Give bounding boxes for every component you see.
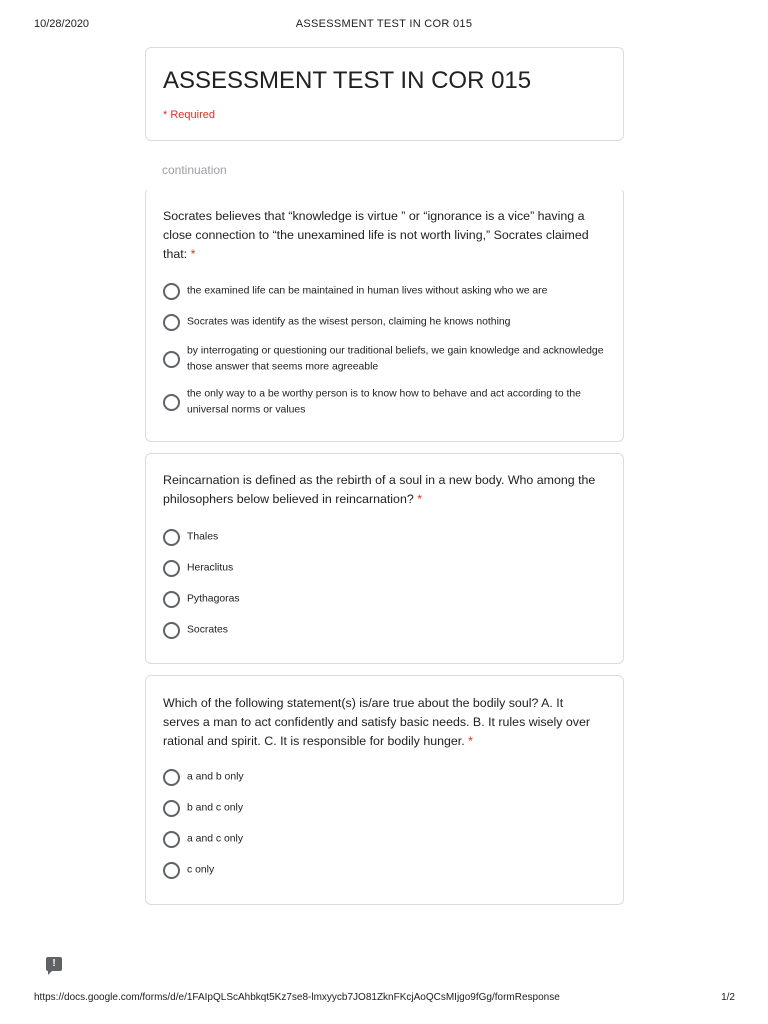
option-label[interactable]: the examined life can be maintained in human lives without asking who we are (187, 285, 548, 297)
required-asterisk: * (468, 734, 473, 748)
radio-unchecked-icon[interactable] (163, 769, 180, 786)
required-asterisk: * (417, 492, 423, 506)
radio-option[interactable] (163, 824, 608, 854)
print-footer-url: https://docs.google.com/forms/d/e/1FAIpQLScAhbkqt5Kz7se8-lmxyycb7JO81ZknFKcjAoQCsMIjgo9fGg/formResponse (34, 992, 560, 1003)
required-asterisk: * (190, 247, 196, 261)
option-label[interactable]: b and c only (187, 802, 244, 814)
print-footer-page: 1/2 (721, 992, 735, 1003)
radio-unchecked-icon[interactable] (163, 283, 180, 300)
radio-option[interactable] (163, 793, 608, 823)
radio-unchecked-icon[interactable] (163, 800, 180, 817)
radio-unchecked-icon[interactable] (163, 351, 180, 368)
print-header-date: 10/28/2020 (34, 18, 90, 30)
form-title-card (145, 47, 624, 141)
option-label[interactable]: a and c only (187, 833, 244, 845)
radio-option[interactable] (163, 615, 608, 645)
option-label[interactable]: the only way to a be worthy person is to know how to behave and act according to the universal norms or values (187, 388, 581, 415)
section-label: continuation (162, 163, 227, 177)
question-card (145, 453, 624, 664)
radio-unchecked-icon[interactable] (163, 314, 180, 331)
option-label[interactable]: Thales (187, 531, 219, 543)
radio-unchecked-icon[interactable] (163, 591, 180, 608)
radio-option[interactable] (163, 762, 608, 792)
question-text: Which of the following statement(s) is/are true about the bodily soul? A. It serves a man to act confidently and satisfy basic needs. B. It rules wisely over rational and spirit. C. It is responsible for bodily hunger. * (163, 696, 590, 748)
feedback-icon[interactable] (46, 957, 62, 971)
radio-option[interactable] (163, 276, 608, 306)
question-card (145, 675, 624, 905)
radio-option[interactable] (163, 344, 608, 374)
option-label[interactable]: Heraclitus (187, 562, 234, 574)
option-label[interactable]: Socrates (187, 624, 229, 636)
radio-unchecked-icon[interactable] (163, 394, 180, 411)
option-label[interactable]: Pythagoras (187, 593, 240, 605)
radio-option[interactable] (163, 553, 608, 583)
radio-option[interactable] (163, 307, 608, 337)
radio-unchecked-icon[interactable] (163, 862, 180, 879)
question-text: Reincarnation is defined as the rebirth of a soul in a new body. Who among the philosophers below believed in reincarnation? * (163, 473, 596, 506)
print-header-title: ASSESSMENT TEST IN COR 015 (295, 18, 473, 30)
required-note: * Required (163, 109, 215, 121)
form-title: ASSESSMENT TEST IN COR 015 (163, 67, 532, 94)
question-text: Socrates believes that “knowledge is virtue ” or “ignorance is a vice” having a close connection to “the unexamined life is not worth living,” Socrates claimed that: * (163, 209, 589, 261)
option-label[interactable]: c only (187, 864, 215, 876)
radio-unchecked-icon[interactable] (163, 622, 180, 639)
radio-option[interactable] (163, 584, 608, 614)
radio-option[interactable] (163, 855, 608, 885)
option-label[interactable]: by interrogating or questioning our traditional beliefs, we gain knowledge and acknowledge those answer that seems more agreeable (187, 345, 604, 372)
option-label[interactable]: a and b only (187, 771, 244, 783)
radio-unchecked-icon[interactable] (163, 560, 180, 577)
radio-option[interactable] (163, 387, 608, 417)
option-label[interactable]: Socrates was identify as the wisest person, claiming he knows nothing (187, 316, 511, 328)
radio-option[interactable] (163, 522, 608, 552)
radio-unchecked-icon[interactable] (163, 529, 180, 546)
radio-unchecked-icon[interactable] (163, 831, 180, 848)
question-card (145, 188, 624, 442)
